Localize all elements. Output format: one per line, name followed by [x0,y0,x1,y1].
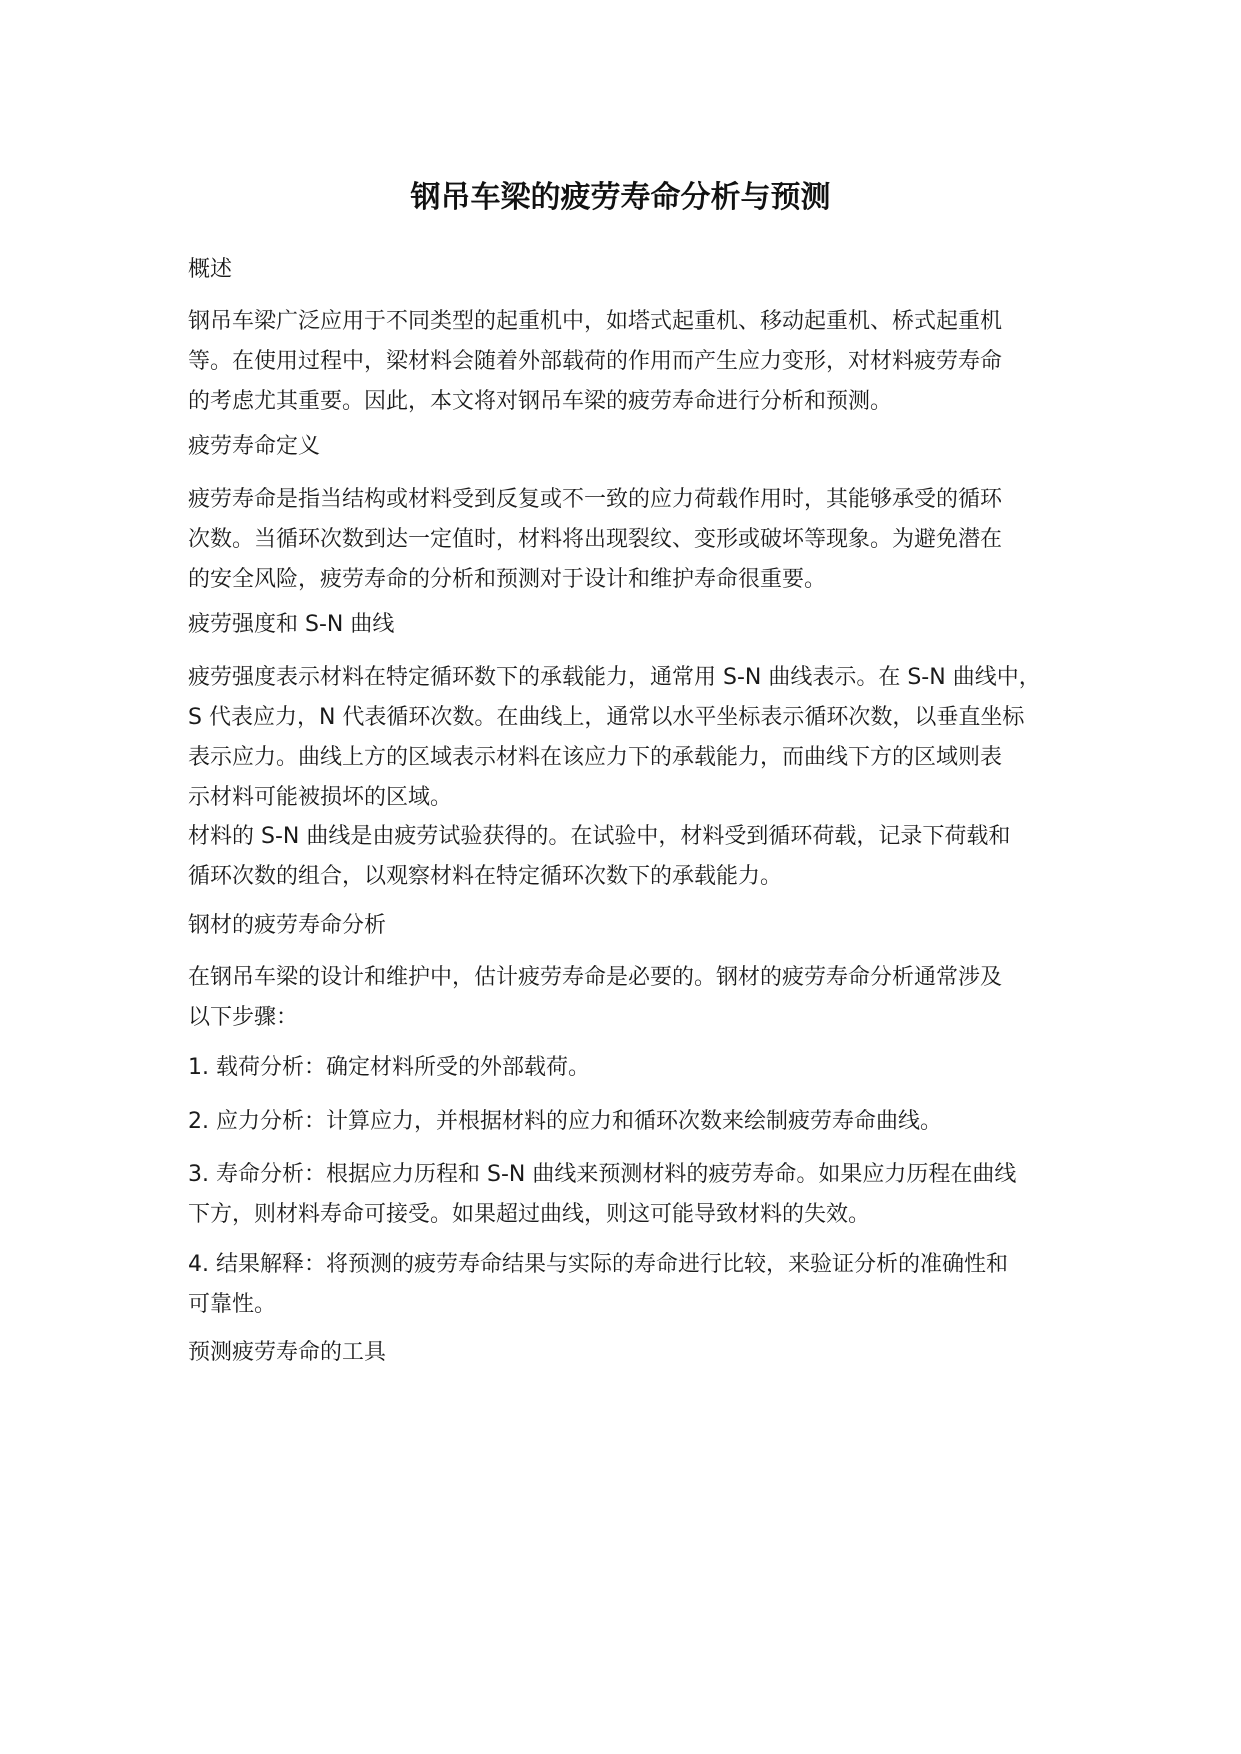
section-heading-tools [188,1333,1088,1373]
list-item-step-2 [188,1102,1088,1142]
paragraph-overview [188,302,1088,422]
document-title: 钢吊车梁的疲劳寿命分析与预测 [410,180,831,215]
heading-text: 疲劳强度和 S-N 曲线 [188,612,395,637]
list-item-step-3 [188,1155,1088,1235]
paragraph-line: 以下步骤： [188,1005,299,1030]
section-heading-overview [188,250,1088,290]
paragraph-line: 钢吊车梁广泛应用于不同类型的起重机中，如塔式起重机、移动起重机、桥式起重机 [188,309,1003,334]
paragraph-sn-curve-2 [188,817,1088,897]
paragraph-line: S 代表应力，N 代表循环次数。在曲线上，通常以水平坐标表示循环次数，以垂直坐标 [188,705,1025,730]
paragraph-definition [188,480,1088,600]
list-item-line: 4. 结果解释：将预测的疲劳寿命结果与实际的寿命进行比较，来验证分析的准确性和 [188,1252,1008,1277]
paragraph-sn-curve-1 [188,658,1088,818]
paragraph-line: 示材料可能被损坏的区域。 [188,785,453,810]
heading-text: 概述 [188,257,233,282]
section-heading-sn-curve [188,605,1088,645]
paragraph-line: 循环次数的组合，以观察材料在特定循环次数下的承载能力。 [188,864,783,889]
list-item-line: 下方，则材料寿命可接受。如果超过曲线，则这可能导致材料的失效。 [188,1202,871,1227]
paragraph-line: 的安全风险，疲劳寿命的分析和预测对于设计和维护寿命很重要。 [188,567,827,592]
heading-text: 疲劳寿命定义 [188,434,321,459]
section-heading-definition [188,427,1088,467]
heading-text: 预测疲劳寿命的工具 [188,1340,387,1365]
paragraph-line: 在钢吊车梁的设计和维护中，估计疲劳寿命是必要的。钢材的疲劳寿命分析通常涉及 [188,965,1003,990]
paragraph-line: 的考虑尤其重要。因此，本文将对钢吊车梁的疲劳寿命进行分析和预测。 [188,389,893,414]
paragraph-line: 次数。当循环次数到达一定值时，材料将出现裂纹、变形或破坏等现象。为避免潜在 [188,527,1003,552]
list-item-line: 可靠性。 [188,1292,277,1317]
paragraph-line: 疲劳寿命是指当结构或材料受到反复或不一致的应力荷载作用时，其能够承受的循环 [188,487,1003,512]
list-item-line: 1. 载荷分析：确定材料所受的外部载荷。 [188,1055,590,1080]
section-heading-analysis [188,906,1088,946]
list-item-step-4 [188,1245,1088,1325]
list-item-line: 2. 应力分析：计算应力，并根据材料的应力和循环次数来绘制疲劳寿命曲线。 [188,1109,942,1134]
paragraph-analysis [188,958,1088,1038]
paragraph-line: 等。在使用过程中，梁材料会随着外部载荷的作用而产生应力变形，对材料疲劳寿命 [188,349,1003,374]
heading-text: 钢材的疲劳寿命分析 [188,913,387,938]
list-item-step-1 [188,1048,1088,1088]
paragraph-line: 疲劳强度表示材料在特定循环数下的承载能力，通常用 S-N 曲线表示。在 S-N 曲线中， [188,665,1041,690]
paragraph-line: 表示应力。曲线上方的区域表示材料在该应力下的承载能力，而曲线下方的区域则表 [188,745,1003,770]
list-item-line: 3. 寿命分析：根据应力历程和 S-N 曲线来预测材料的疲劳寿命。如果应力历程在曲线 [188,1162,1017,1187]
paragraph-line: 材料的 S-N 曲线是由疲劳试验获得的。在试验中，材料受到循环荷载，记录下荷载和 [188,824,1011,849]
